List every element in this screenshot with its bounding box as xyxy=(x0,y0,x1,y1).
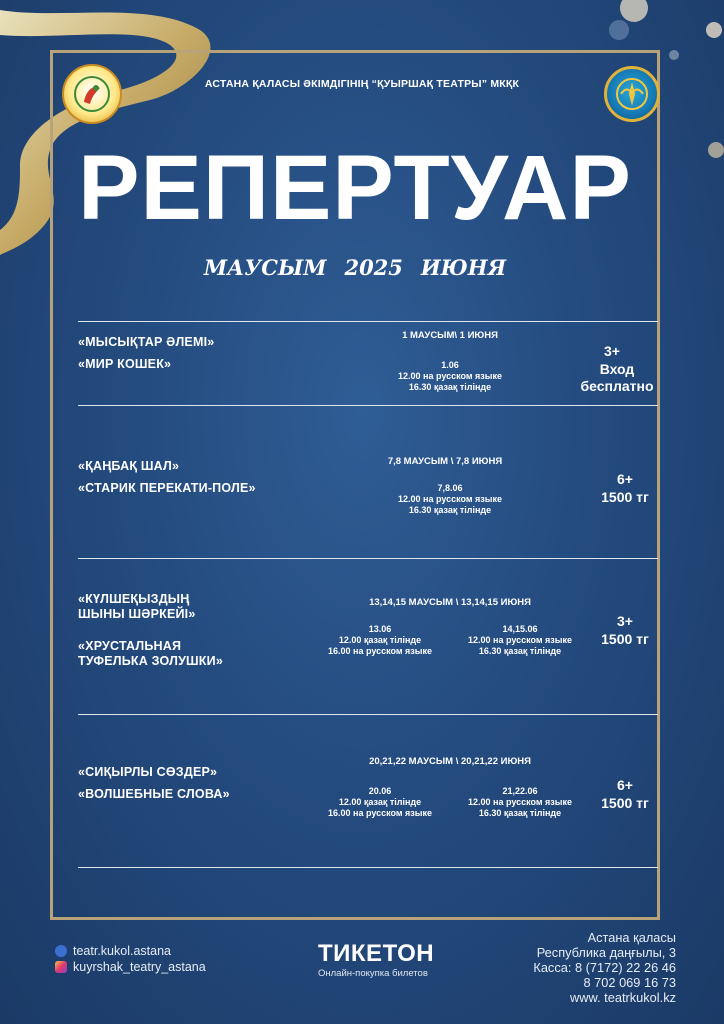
contact-block xyxy=(533,930,676,1005)
ticket-price: 1500 тг xyxy=(601,631,649,647)
show-title-kz: «СИҚЫРЛЫ СӨЗДЕР» xyxy=(78,765,218,779)
show-title-ru: «МИР КОШЕК» xyxy=(78,357,172,371)
box-office-phone: Касса: 8 (7172) 22 26 46 xyxy=(533,960,676,975)
show-session: 16.00 на русском языке xyxy=(328,646,432,656)
age-rating: 3+ xyxy=(604,343,620,359)
astana-city-emblem xyxy=(604,66,660,122)
instagram-icon xyxy=(55,961,67,973)
show-day-date: 13.06 xyxy=(368,624,392,634)
mobile-phone: 8 702 069 16 73 xyxy=(583,975,676,990)
divider xyxy=(78,321,658,322)
show-session: 12.00 на русском языке xyxy=(468,797,572,807)
show-title-kz: «ҚАҢБАҚ ШАЛ» xyxy=(78,459,180,473)
month-ru: ИЮНЯ xyxy=(420,255,507,280)
show-day-date: 20.06 xyxy=(368,786,392,796)
city: Астана қаласы xyxy=(587,930,676,945)
show-title-ru: «СТАРИК ПЕРЕКАТИ-ПОЛЕ» xyxy=(78,481,256,495)
show-session: 12.00 на русском языке xyxy=(398,494,502,504)
show-title-kz: «КҮЛШЕҚЫЗДЫҢ ШЫНЫ ШӘРКЕЙІ» xyxy=(78,592,196,621)
ticket-price: 1500 тг xyxy=(601,795,649,811)
show-session: 16.00 на русском языке xyxy=(328,808,432,818)
show-session: 16.30 қазақ тілінде xyxy=(478,808,562,818)
year: 2025 xyxy=(344,255,403,280)
show-day-date: 7,8.06 xyxy=(437,483,463,493)
page-title: РЕПЕРТУАР xyxy=(78,137,632,239)
show-session: 16.30 қазақ тілінде xyxy=(408,505,492,515)
ticketon-logo[interactable]: ТИКЕТОН xyxy=(318,940,435,967)
facebook-handle: teatr.kukol.astana xyxy=(73,944,171,958)
month-year-heading xyxy=(50,255,660,280)
address: Республика даңғылы, 3 xyxy=(536,945,676,960)
instagram-link[interactable] xyxy=(55,960,206,974)
show-session: 12.00 на русском языке xyxy=(398,371,502,381)
month-kz: МАУСЫМ xyxy=(203,255,327,280)
age-rating: 3+ xyxy=(617,613,633,629)
ticket-price: 1500 тг xyxy=(601,489,649,505)
facebook-icon xyxy=(55,945,67,957)
show-title-ru: «ВОЛШЕБНЫЕ СЛОВА» xyxy=(78,787,230,801)
show-dates: 1 МАУСЫМ\ 1 ИЮНЯ xyxy=(402,330,498,341)
show-day-date: 21,22.06 xyxy=(502,786,538,796)
show-day-date: 1.06 xyxy=(441,360,459,370)
show-dates: 13,14,15 МАУСЫМ \ 13,14,15 ИЮНЯ xyxy=(369,597,531,608)
show-dates: 20,21,22 МАУСЫМ \ 20,21,22 ИЮНЯ xyxy=(369,756,531,767)
organization-name: АСТАНА ҚАЛАСЫ ӘКІМДІГІНІҢ “ҚУЫРШАҚ ТЕАТРЫ” МКҚК xyxy=(204,78,520,90)
ticket-price: Вход бесплатно xyxy=(580,361,654,394)
instagram-handle: kuyrshak_teatry_astana xyxy=(73,960,206,974)
show-title-ru: «ХРУСТАЛЬНАЯ ТУФЕЛЬКА ЗОЛУШКИ» xyxy=(78,639,223,668)
divider xyxy=(78,714,658,715)
age-rating: 6+ xyxy=(617,777,633,793)
puppet-theatre-logo xyxy=(62,64,122,124)
show-day-date: 14,15.06 xyxy=(502,624,538,634)
divider xyxy=(78,558,658,559)
show-session: 16.30 қазақ тілінде xyxy=(478,646,562,656)
show-title-kz: «МЫСЫҚТАР ӘЛЕМІ» xyxy=(78,335,215,349)
show-session: 12.00 қазақ тілінде xyxy=(338,797,422,807)
show-dates: 7,8 МАУСЫМ \ 7,8 ИЮНЯ xyxy=(387,456,503,467)
show-session: 16.30 қазақ тілінде xyxy=(408,382,492,392)
divider xyxy=(78,405,658,406)
website-link[interactable]: www. teatrkukol.kz xyxy=(570,990,676,1005)
age-rating: 6+ xyxy=(617,471,633,487)
divider xyxy=(78,867,658,868)
facebook-link[interactable] xyxy=(55,944,171,958)
show-session: 12.00 на русском языке xyxy=(468,635,572,645)
show-session: 12.00 қазақ тілінде xyxy=(338,635,422,645)
ticketon-tagline: Онлайн-покупка билетов xyxy=(318,968,428,979)
